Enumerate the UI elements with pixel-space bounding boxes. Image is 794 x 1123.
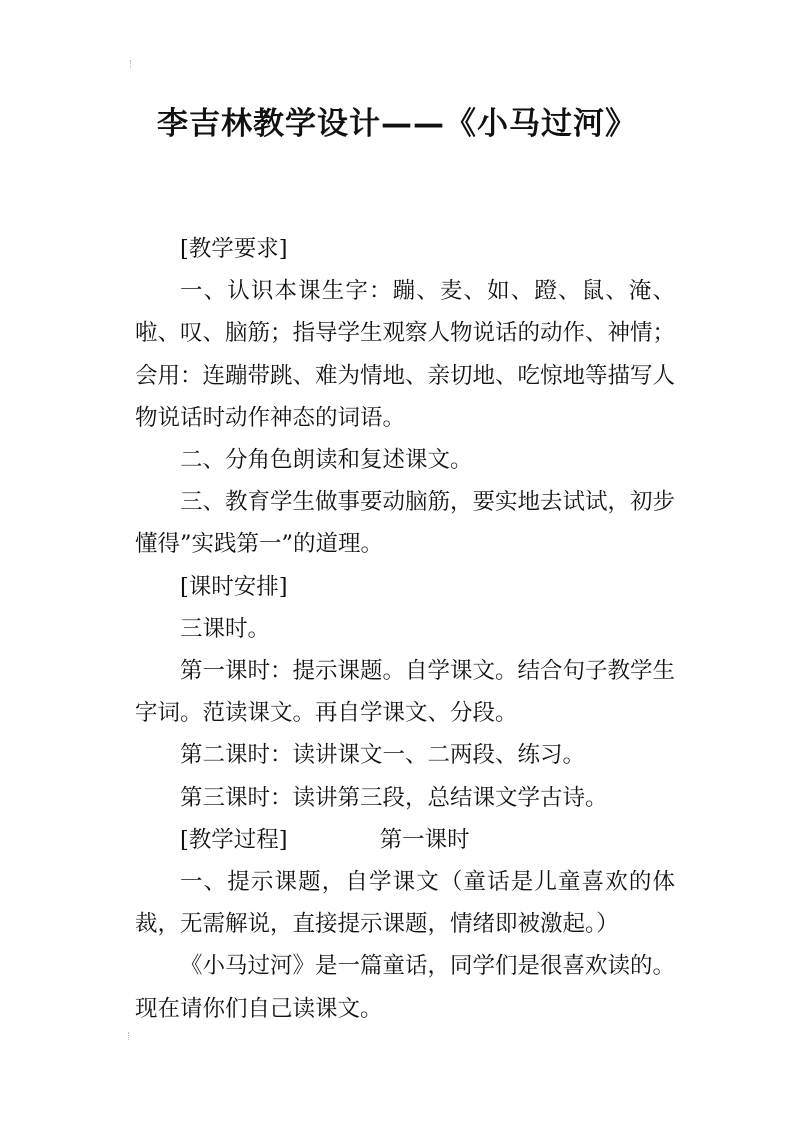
section-heading-process [135,819,675,861]
paragraph-process-step-1: 一、提示课题，自学课文（童话是儿童喜欢的体裁，无需解说，直接提示课题，情绪即被激起。） [135,869,675,938]
document-title: 李吉林教学设计——《小马过河》 [157,106,637,142]
scan-mark-bottom [128,1032,132,1040]
paragraph-requirement-3: 三、教育学生做事要动脑筋，要实地去试试，初步懂得”实践第一”的道理。 [135,489,676,558]
paragraph-lesson-3: 第三课时：读讲第三段，总结课文学古诗。 [180,784,608,811]
document-body [135,228,675,1030]
paragraph-process-intro: 《小马过河》是一篇童话，同学们是很喜欢读的。现在请你们自己读课文。 [135,953,676,1022]
section-heading-requirements: [教学要求] [180,236,288,262]
section-heading-schedule: [课时安排] [180,573,288,600]
paragraph-requirement-1: 一、认识本课生字：蹦、麦、如、蹬、鼠、淹、啦、叹、脑筋；指导学生观察人物说话的动作、神情；会用：连蹦带跳、难为情地、亲切地、吃惊地等描写人物说话时动作神态的词语。 [135,278,676,431]
scan-mark-top [130,60,134,68]
paragraph-requirement-2: 二、分角色朗读和复述课文。 [180,447,473,474]
process-heading-lesson: 第一课时 [379,826,470,853]
paragraph-lesson-2: 第二课时：读讲课文一、二两段、练习。 [180,742,586,769]
paragraph-schedule-total: 三课时。 [180,615,271,642]
process-heading-label: [教学过程] [180,826,288,853]
paragraph-lesson-1: 第一课时：提示课题。自学课文。结合句子教学生字词。范读课文。再自学课文、分段。 [135,658,676,727]
